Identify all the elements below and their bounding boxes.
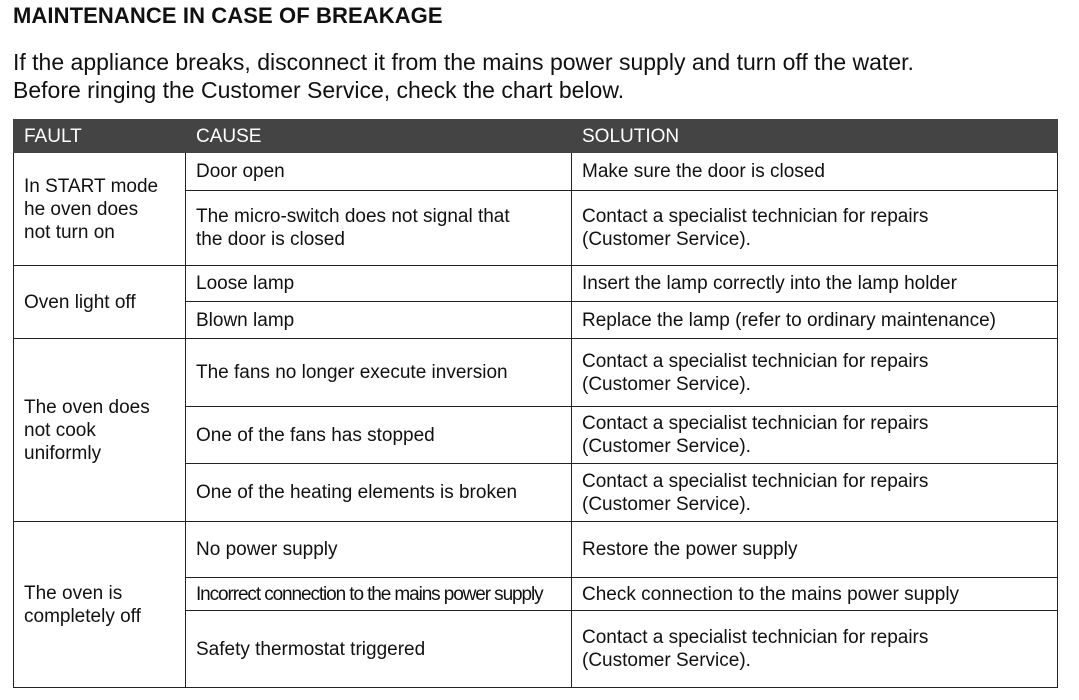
intro-line: Before ringing the Customer Service, check the chart below. (13, 77, 625, 103)
table-row (14, 522, 1058, 578)
cause-cell (186, 611, 572, 688)
fault-line: The oven does (24, 396, 150, 418)
page-title: MAINTENANCE IN CASE OF BREAKAGE (13, 3, 443, 28)
cause-cell (186, 153, 572, 191)
solution-cell (572, 266, 1058, 302)
cause-line: One of the heating elements is broken (196, 482, 518, 503)
cause-line: Incorrect connection to the mains power supply (196, 583, 543, 605)
cause-line: The micro-switch does not signal that (196, 206, 510, 227)
cause-line: One of the fans has stopped (196, 424, 435, 446)
solution-line: (Customer Service). (582, 229, 751, 250)
solution-line: Contact a specialist technician for repairs (582, 350, 929, 372)
cause-cell (186, 522, 572, 578)
solution-cell (572, 339, 1058, 407)
cause-cell (186, 578, 572, 611)
fault-line: he oven does (24, 198, 139, 220)
solution-cell (572, 611, 1058, 688)
cause-line: Blown lamp (196, 309, 295, 331)
cause-line: Door open (196, 161, 285, 182)
table-header-row (14, 120, 1058, 153)
cause-cell (186, 302, 572, 339)
solution-line: Make sure the door is closed (582, 161, 825, 182)
solution-line: Contact a specialist technician for repairs (582, 206, 929, 227)
solution-cell (572, 153, 1058, 191)
fault-line: Oven light off (24, 291, 136, 313)
intro-line: If the appliance breaks, disconnect it from the mains power supply and turn off the water. (13, 49, 914, 75)
table-row (14, 153, 1058, 191)
solution-cell (572, 578, 1058, 611)
cause-cell (186, 407, 572, 464)
solution-line: Restore the power supply (582, 539, 798, 560)
cause-cell (186, 191, 572, 266)
solution-cell (572, 302, 1058, 339)
cause-line: Safety thermostat triggered (196, 638, 426, 660)
intro-text (13, 48, 914, 104)
solution-line: Contact a specialist technician for repairs (582, 470, 929, 492)
fault-line: not cook (24, 419, 96, 441)
fault-line: completely off (24, 605, 141, 627)
cause-line: The fans no longer execute inversion (196, 362, 508, 383)
fault-cell (14, 266, 186, 339)
fault-line: not turn on (24, 221, 115, 243)
fault-cell (14, 153, 186, 266)
fault-line: uniformly (24, 442, 102, 464)
solution-cell (572, 522, 1058, 578)
troubleshooting-table (13, 119, 1058, 688)
solution-line: (Customer Service). (582, 650, 751, 671)
solution-line: Contact a specialist technician for repairs (582, 413, 929, 434)
solution-line: Contact a specialist technician for repairs (582, 627, 929, 648)
fault-line: In START mode (24, 175, 159, 197)
solution-cell (572, 191, 1058, 266)
solution-line: Check connection to the mains power supply (582, 583, 960, 605)
column-header-fault: FAULT (14, 120, 186, 153)
cause-cell (186, 339, 572, 407)
solution-line: (Customer Service). (582, 373, 751, 395)
table-row (14, 339, 1058, 407)
fault-line: The oven is (24, 582, 123, 604)
table-row (14, 266, 1058, 302)
cause-line: the door is closed (196, 229, 345, 250)
fault-cell (14, 522, 186, 688)
cause-cell (186, 266, 572, 302)
fault-cell (14, 339, 186, 522)
solution-line: Insert the lamp correctly into the lamp holder (582, 273, 957, 294)
cause-line: No power supply (196, 539, 338, 560)
solution-cell (572, 407, 1058, 464)
solution-line: (Customer Service). (582, 493, 751, 515)
solution-line: Replace the lamp (refer to ordinary maintenance) (582, 309, 996, 331)
cause-cell (186, 464, 572, 522)
solution-line: (Customer Service). (582, 436, 751, 457)
column-header-cause: CAUSE (186, 120, 572, 153)
solution-cell (572, 464, 1058, 522)
column-header-solution: SOLUTION (572, 120, 1058, 153)
cause-line: Loose lamp (196, 273, 295, 294)
